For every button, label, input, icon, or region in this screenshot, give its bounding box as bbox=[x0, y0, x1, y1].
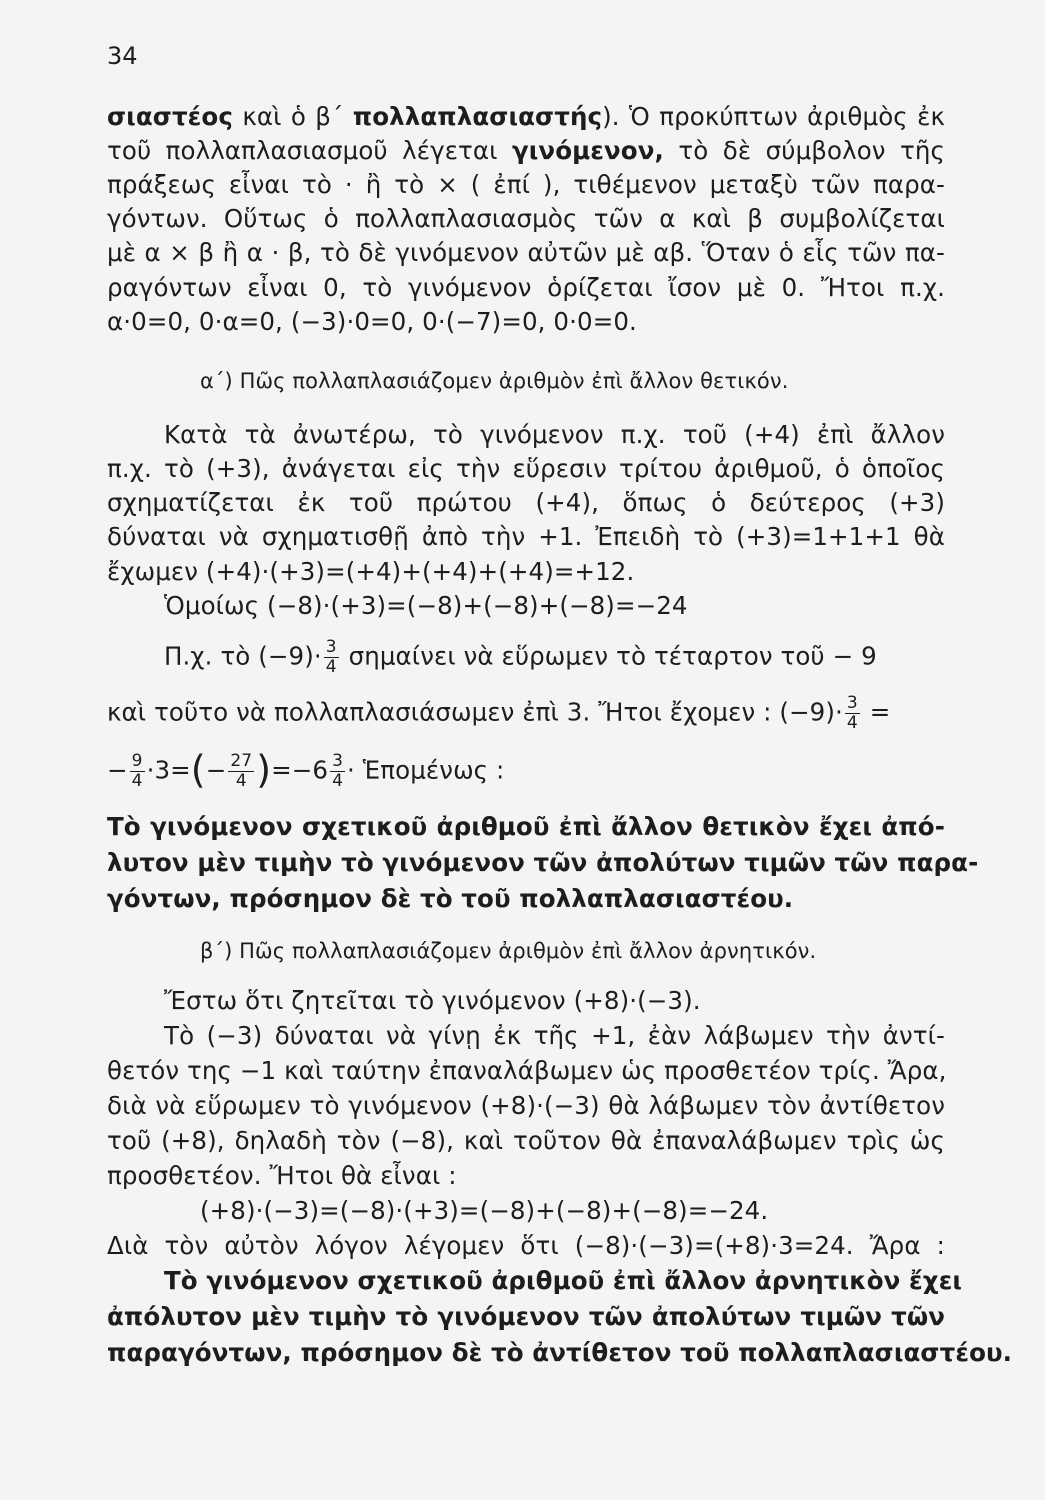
text-line: δύναται νὰ σχηματισθῇ ἀπὸ τὴν +1. Ἐπειδὴ τὸ (+3)=1+1+1 θὰ bbox=[107, 522, 945, 551]
text-line: ἔχωμεν (+4)·(+3)=(+4)+(+4)+(+4)=+12. bbox=[107, 557, 635, 586]
text-line: Ἔστω ὅτι ζητεῖται τὸ γινόμενον (+8)·(−3). bbox=[164, 986, 701, 1015]
text-line: διὰ νὰ εὕρωμεν τὸ γινόμενον (+8)·(−3) θὰ λάβωμεν τὸν ἀντίθετον bbox=[107, 1091, 945, 1120]
text-line: ραγόντων εἶναι 0, τὸ γινόμενον ὁρίζεται ἴσον μὲ 0. Ἤτοι π.χ. bbox=[107, 273, 945, 302]
fraction: $\frac{3}{4}$ bbox=[846, 693, 858, 733]
text-line: θετόν της −1 καὶ ταύτην ἐπαναλάβωμεν ὡς προσθετέον τρίς. Ἄρα, bbox=[107, 1056, 947, 1085]
rule-text-line: ἀπόλυτον μὲν τιμὴν τὸ γινόμενον τῶν ἀπολύτων τιμῶν τῶν bbox=[107, 1302, 945, 1331]
text-line: π.χ. τὸ (+3), ἀνάγεται εἰς τὴν εὕρεσιν τρίτου ἀριθμοῦ, ὁ ὁποῖος bbox=[107, 454, 945, 483]
text-line: τοῦ πολλαπλασιασμοῦ λέγεται γινόμενον, τὸ δὲ σύμβολον τῆς bbox=[107, 136, 945, 165]
text-line: Τὸ (−3) δύναται νὰ γίνῃ ἐκ τῆς +1, ἐὰν λάβωμεν τὴν ἀντί- bbox=[164, 1021, 945, 1050]
fraction: $\frac{27}{4}$ bbox=[230, 751, 253, 791]
page-number: 34 bbox=[107, 42, 138, 70]
fraction: $\frac{3}{4}$ bbox=[332, 751, 344, 791]
text-line: πράξεως εἶναι τὸ · ἢ τὸ × ( ἐπί ), τιθέμενον μεταξὺ τῶν παρα- bbox=[107, 170, 945, 199]
text-line: Διὰ τὸν αὐτὸν λόγον λέγομεν ὅτι (−8)·(−3)=(+8)·3=24. Ἄρα : bbox=[107, 1231, 945, 1260]
text-line: σχηματίζεται ἐκ τοῦ πρώτου (+4), ὅπως ὁ δεύτερος (+3) bbox=[107, 488, 945, 517]
text-line: Κατὰ τὰ ἀνωτέρω, τὸ γινόμενον π.χ. τοῦ (+4) ἐπὶ ἄλλον bbox=[164, 420, 945, 449]
rule-text-line: Τὸ γινόμενον σχετικοῦ ἀριθμοῦ ἐπὶ ἄλλον θετικὸν ἔχει ἀπό- bbox=[107, 812, 945, 841]
rule-text-line: Τὸ γινόμενον σχετικοῦ ἀριθμοῦ ἐπὶ ἄλλον ἀρνητικὸν ἔχει bbox=[164, 1266, 963, 1295]
section-heading: α΄) Πῶς πολλαπλασιάζομεν ἀριθμὸν ἐπὶ ἄλλον θετικόν. bbox=[200, 369, 789, 393]
rule-text-line: παραγόντων, πρόσημον δὲ τὸ ἀντίθετον τοῦ πολλαπλασιαστέου. bbox=[107, 1338, 1013, 1367]
section-heading: β΄) Πῶς πολλαπλασιάζομεν ἀριθμὸν ἐπὶ ἄλλον ἀρνητικόν. bbox=[200, 939, 817, 963]
text-line: προσθετέον. Ἤτοι θὰ εἶναι : bbox=[107, 1161, 457, 1190]
text-line: γόντων. Οὕτως ὁ πολλαπλασιασμὸς τῶν α καὶ β συμβολίζεται bbox=[107, 204, 945, 233]
fraction: $\frac{3}{4}$ bbox=[325, 637, 337, 677]
text-line: − $\frac{9}{4}$ ·3=(− $\frac{27}{4}$ )=−6 $\frac{3}{4}$ · Ἑπομένως : bbox=[107, 747, 505, 792]
text-line: καὶ τοῦτο νὰ πολλαπλασιάσωμεν ἐπὶ 3. Ἤτοι ἔχομεν : (−9)· $\frac{3}{4}$ = bbox=[107, 693, 891, 733]
text-line: Ὁμοίως (−8)·(+3)=(−8)+(−8)+(−8)=−24 bbox=[164, 591, 688, 620]
text-line: α·0=0, 0·α=0, (−3)·0=0, 0·(−7)=0, 0·0=0. bbox=[107, 307, 637, 336]
fraction: $\frac{9}{4}$ bbox=[131, 751, 143, 791]
rule-text-line: λυτον μὲν τιμὴν τὸ γινόμενον τῶν ἀπολύτων τιμῶν τῶν παρα- bbox=[107, 848, 979, 877]
text-line: σιαστέος καὶ ὁ β΄ πολλαπλασιαστής). Ὁ προκύπτων ἀριθμὸς ἐκ bbox=[107, 102, 945, 131]
text-line: (+8)·(−3)=(−8)·(+3)=(−8)+(−8)+(−8)=−24. bbox=[200, 1196, 769, 1225]
rule-text-line: γόντων, πρόσημον δὲ τὸ τοῦ πολλαπλασιαστέου. bbox=[107, 884, 794, 913]
text-line: μὲ α × β ἢ α · β, τὸ δὲ γινόμενον αὐτῶν μὲ αβ. Ὅταν ὁ εἷς τῶν πα- bbox=[107, 238, 945, 267]
text-line: Π.χ. τὸ (−9)· $\frac{3}{4}$ σημαίνει νὰ εὕρωμεν τὸ τέταρτον τοῦ − 9 bbox=[164, 637, 877, 677]
text-line: τοῦ (+8), δηλαδὴ τὸν (−8), καὶ τοῦτον θὰ ἐπαναλάβωμεν τρὶς ὡς bbox=[107, 1126, 945, 1155]
